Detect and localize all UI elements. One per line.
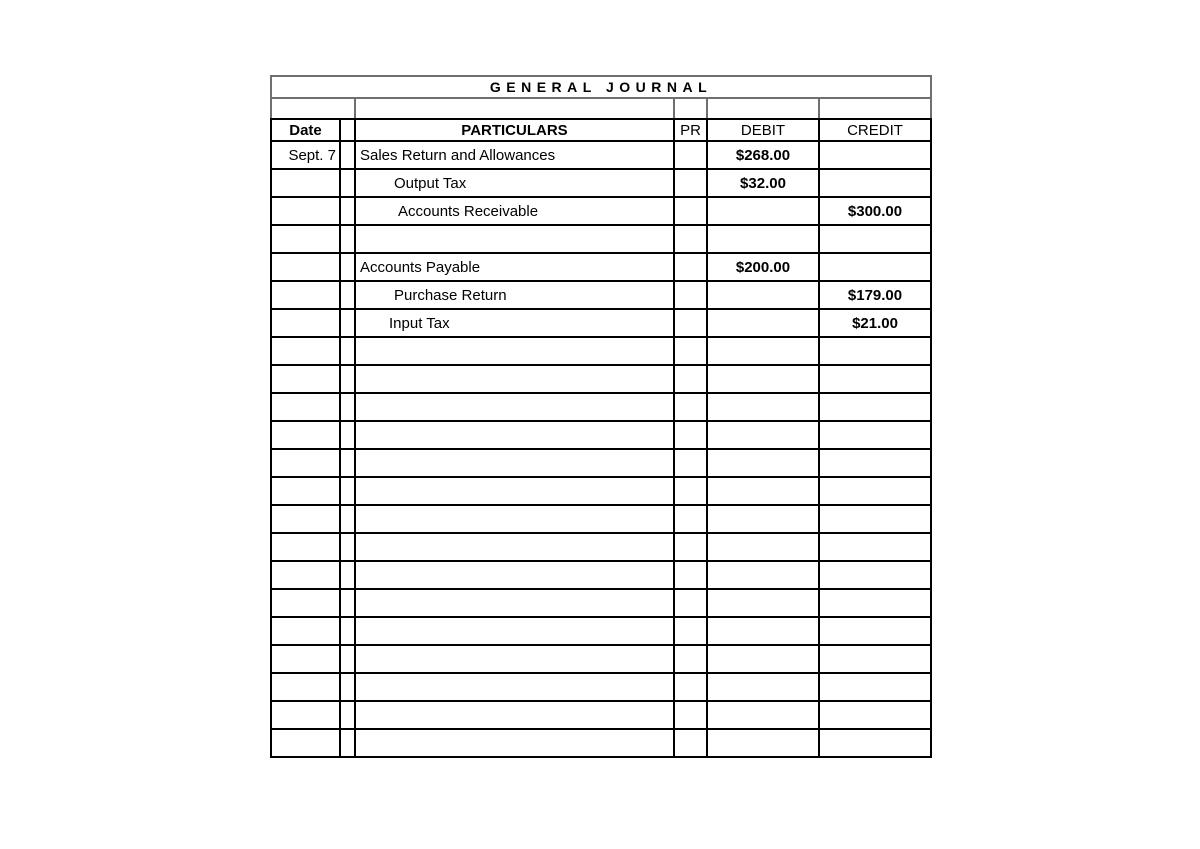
date-cell — [271, 337, 340, 365]
date-cell — [271, 477, 340, 505]
credit-cell — [819, 589, 931, 617]
check-cell — [340, 281, 355, 309]
debit-cell — [707, 533, 819, 561]
spacer-cell — [271, 98, 355, 119]
date-cell — [271, 673, 340, 701]
particulars-cell — [355, 673, 674, 701]
check-cell — [340, 169, 355, 197]
check-cell — [340, 505, 355, 533]
pr-cell — [674, 225, 707, 253]
pr-cell — [674, 197, 707, 225]
date-cell — [271, 589, 340, 617]
date-cell — [271, 701, 340, 729]
check-cell — [340, 365, 355, 393]
header-credit: CREDIT — [819, 119, 931, 141]
date-cell — [271, 645, 340, 673]
date-cell — [271, 309, 340, 337]
spacer-cell — [674, 98, 707, 119]
particulars-cell — [355, 701, 674, 729]
credit-cell — [819, 337, 931, 365]
pr-cell — [674, 701, 707, 729]
particulars-cell — [355, 365, 674, 393]
pr-cell — [674, 141, 707, 169]
particulars-cell — [355, 393, 674, 421]
debit-cell — [707, 701, 819, 729]
journal-row — [271, 729, 931, 757]
pr-cell — [674, 337, 707, 365]
particulars-cell: Purchase Return — [355, 281, 674, 309]
pr-cell — [674, 673, 707, 701]
particulars-cell — [355, 729, 674, 757]
date-cell: Sept. 7 — [271, 141, 340, 169]
pr-cell — [674, 589, 707, 617]
spacer-cell — [355, 98, 674, 119]
check-cell — [340, 533, 355, 561]
check-cell — [340, 673, 355, 701]
credit-cell — [819, 225, 931, 253]
general-journal-table — [270, 75, 932, 758]
date-cell — [271, 505, 340, 533]
credit-cell — [819, 701, 931, 729]
journal-header-row — [271, 119, 931, 141]
check-cell — [340, 141, 355, 169]
date-cell — [271, 253, 340, 281]
check-cell — [340, 645, 355, 673]
date-cell — [271, 729, 340, 757]
date-cell — [271, 197, 340, 225]
debit-cell — [707, 337, 819, 365]
debit-cell — [707, 477, 819, 505]
debit-cell — [707, 589, 819, 617]
pr-cell — [674, 477, 707, 505]
debit-cell — [707, 449, 819, 477]
journal-row — [271, 701, 931, 729]
journal-row — [271, 365, 931, 393]
journal-row — [271, 393, 931, 421]
check-cell — [340, 393, 355, 421]
credit-cell: $300.00 — [819, 197, 931, 225]
date-cell — [271, 421, 340, 449]
journal-row — [271, 225, 931, 253]
particulars-cell — [355, 533, 674, 561]
pr-cell — [674, 561, 707, 589]
journal-row — [271, 645, 931, 673]
check-cell — [340, 589, 355, 617]
date-cell — [271, 617, 340, 645]
credit-cell — [819, 477, 931, 505]
journal-body — [271, 76, 931, 757]
particulars-cell — [355, 561, 674, 589]
debit-cell — [707, 673, 819, 701]
pr-cell — [674, 617, 707, 645]
particulars-cell — [355, 225, 674, 253]
particulars-cell — [355, 337, 674, 365]
debit-cell — [707, 505, 819, 533]
particulars-cell — [355, 505, 674, 533]
particulars-cell: Input Tax — [355, 309, 674, 337]
pr-cell — [674, 169, 707, 197]
check-cell — [340, 701, 355, 729]
pr-cell — [674, 729, 707, 757]
check-cell — [340, 197, 355, 225]
journal-title-row — [271, 76, 931, 98]
particulars-cell: Sales Return and Allowances — [355, 141, 674, 169]
debit-cell: $200.00 — [707, 253, 819, 281]
particulars-cell — [355, 617, 674, 645]
credit-cell — [819, 169, 931, 197]
particulars-cell: Accounts Receivable — [355, 197, 674, 225]
journal-row — [271, 281, 931, 309]
date-cell — [271, 225, 340, 253]
spacer-cell — [819, 98, 931, 119]
credit-cell — [819, 645, 931, 673]
journal-row — [271, 617, 931, 645]
credit-cell — [819, 365, 931, 393]
date-cell — [271, 281, 340, 309]
debit-cell — [707, 365, 819, 393]
journal-row — [271, 421, 931, 449]
check-cell — [340, 253, 355, 281]
check-cell — [340, 337, 355, 365]
credit-cell — [819, 253, 931, 281]
debit-cell — [707, 281, 819, 309]
pr-cell — [674, 645, 707, 673]
header-debit: DEBIT — [707, 119, 819, 141]
header-check — [340, 119, 355, 141]
debit-cell — [707, 197, 819, 225]
journal-row — [271, 589, 931, 617]
pr-cell — [674, 421, 707, 449]
header-particulars: PARTICULARS — [355, 119, 674, 141]
credit-cell — [819, 421, 931, 449]
credit-cell — [819, 561, 931, 589]
date-cell — [271, 533, 340, 561]
debit-cell — [707, 617, 819, 645]
date-cell — [271, 393, 340, 421]
particulars-cell — [355, 589, 674, 617]
credit-cell — [819, 533, 931, 561]
date-cell — [271, 169, 340, 197]
particulars-cell — [355, 449, 674, 477]
check-cell — [340, 477, 355, 505]
check-cell — [340, 449, 355, 477]
debit-cell — [707, 729, 819, 757]
particulars-cell — [355, 421, 674, 449]
journal-spacer-row — [271, 98, 931, 119]
journal-row — [271, 141, 931, 169]
journal-row — [271, 477, 931, 505]
credit-cell — [819, 617, 931, 645]
check-cell — [340, 617, 355, 645]
check-cell — [340, 421, 355, 449]
particulars-cell: Accounts Payable — [355, 253, 674, 281]
debit-cell — [707, 393, 819, 421]
journal-row — [271, 561, 931, 589]
date-cell — [271, 365, 340, 393]
debit-cell — [707, 309, 819, 337]
debit-cell — [707, 645, 819, 673]
header-pr: PR — [674, 119, 707, 141]
credit-cell — [819, 729, 931, 757]
header-date: Date — [271, 119, 340, 141]
journal-row — [271, 309, 931, 337]
journal-row — [271, 169, 931, 197]
debit-cell: $268.00 — [707, 141, 819, 169]
particulars-cell — [355, 477, 674, 505]
pr-cell — [674, 449, 707, 477]
check-cell — [340, 309, 355, 337]
debit-cell — [707, 421, 819, 449]
check-cell — [340, 729, 355, 757]
pr-cell — [674, 393, 707, 421]
credit-cell — [819, 393, 931, 421]
pr-cell — [674, 281, 707, 309]
particulars-cell — [355, 645, 674, 673]
debit-cell — [707, 225, 819, 253]
journal-title: GENERAL JOURNAL — [271, 76, 931, 98]
credit-cell — [819, 141, 931, 169]
credit-cell — [819, 505, 931, 533]
pr-cell — [674, 365, 707, 393]
debit-cell — [707, 561, 819, 589]
pr-cell — [674, 309, 707, 337]
pr-cell — [674, 505, 707, 533]
pr-cell — [674, 253, 707, 281]
credit-cell: $179.00 — [819, 281, 931, 309]
spacer-cell — [707, 98, 819, 119]
particulars-cell: Output Tax — [355, 169, 674, 197]
date-cell — [271, 561, 340, 589]
journal-row — [271, 197, 931, 225]
check-cell — [340, 561, 355, 589]
journal-row — [271, 253, 931, 281]
credit-cell — [819, 673, 931, 701]
journal-row — [271, 673, 931, 701]
check-cell — [340, 225, 355, 253]
date-cell — [271, 449, 340, 477]
debit-cell: $32.00 — [707, 169, 819, 197]
journal-row — [271, 533, 931, 561]
pr-cell — [674, 533, 707, 561]
credit-cell — [819, 449, 931, 477]
journal-row — [271, 337, 931, 365]
credit-cell: $21.00 — [819, 309, 931, 337]
journal-row — [271, 449, 931, 477]
journal-row — [271, 505, 931, 533]
